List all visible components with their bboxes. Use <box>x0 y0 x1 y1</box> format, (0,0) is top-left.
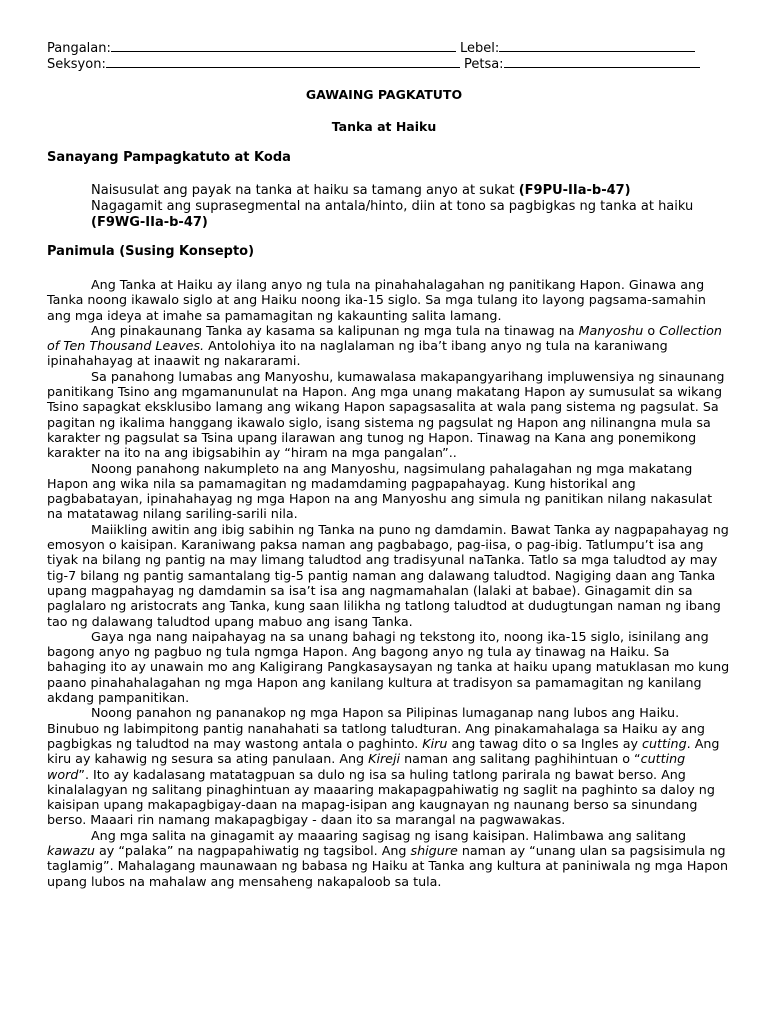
date-field-line[interactable] <box>504 56 700 68</box>
paragraph-3: Sa panahong lumabas ang Manyoshu, kumawalasa makapangyarihang impluwensiya ng sinaunang panitikang Tsino ang mgamanunulat na Hapon. Ang mga unang makatang Hapon ay sumusulat sa wikang Tsino sapagkat eksklusibo lamang ang wikang Hapon sapagsasalita at wala pang sistema ng pagsulat. Sa pagitan ng ikalima hanggang ikawalo siglo, isang sistema ng pagsulat ng Hapon ang nilinangna mula sa karakter ng pagsulat sa Tsina upang ilarawan ang tunog ng Hapon. Tinawag na Kana ang ponemikong karakter na ito na ang ibigsabihin ay “hiram na mga pangalan”.. <box>47 368 725 461</box>
paragraph-7-part: ang tawag dito o sa Ingles ay <box>447 735 643 751</box>
objectives-block <box>91 183 731 231</box>
kiru-term: Kiru <box>422 735 448 751</box>
page-subtitle: Tanka at Haiku <box>331 119 437 134</box>
kireji-term: Kireji <box>368 751 401 767</box>
paragraph-4: Noong panahong nakumpleto na ang Manyoshu, nagsimulang pahalagahan ng mga makatang Hapon ang wika nila sa pamamagitan ng madamdaming pagpapahayag. Kung historikal ang pagbabatayan, ipinahahayag ng mga Hapon na ang Manyoshu ang simula ng panitikan nilang nakasulat na matatawag nilang sariling-sarili nila. <box>47 460 713 522</box>
paragraph-8 <box>47 828 731 889</box>
shigure-term: shigure <box>410 842 458 858</box>
paragraph-2-part: Ang pinakaunang Tanka ay kasama sa kalipunan ng mga tula na tinawag na <box>91 322 579 338</box>
section-heading-objectives: Sanayang Pampagkatuto at Koda <box>47 150 291 165</box>
paragraph-7-part: . Ang kiru ay kahawig ng sesura sa ating panulaan. Ang <box>47 735 720 767</box>
paragraph-2 <box>47 323 731 369</box>
collection-term: Collection of Ten Thousand Leaves. <box>47 322 722 354</box>
name-field-line[interactable] <box>111 40 456 52</box>
paragraph-5: Maiikling awitin ang ibig sabihin ng Tanka na puno ng damdamin. Bawat Tanka ay nagpapahayag ng emosyon o kaisipan. Karaniwang paksa naman ang pagbabago, pag-iisa, o pag-ibig. Tatlumpu’t isa ang tiyak na bilang ng pantig na may limang taludtod ang tradisyunal naTanka. Tatlo sa mga taludtod ay may tig-7 bilang ng pantig samantalang tig-5 pantig naman ang dalawang taludtod. Nagiging daan ang Tanka upang magpahayag ng damdamin sa isa’t isa ang nagmamahalan (lalaki at babae). Ginagamit din sa paglalaro ng aristocrats ang Tanka, kung saan lilikha ng tatlong taludtod at dudugtungan naman ng ibang tao ng dalawang taludtod upang mabuo ang isang Tanka. <box>47 521 729 629</box>
cutting-word-term: cutting word <box>47 751 686 782</box>
paragraph-2-part: Antolohiya ito na naglalaman ng iba’t ibang anyo ng tula na karaniwang ipinahahayag at inaawit ng nakararami. <box>47 338 668 369</box>
level-field-line[interactable] <box>499 40 695 52</box>
page-title: GAWAING PAGKATUTO <box>305 87 463 102</box>
paragraph-7-part: naman ang salitang paghihintuan o “ <box>400 751 641 767</box>
manyoshu-term: Manyoshu <box>578 322 644 338</box>
objective-2-code: (F9WG-IIa-b-47) <box>91 215 208 230</box>
header-row-1 <box>47 40 695 57</box>
paragraph-1: Ang Tanka at Haiku ay ilang anyo ng tula na pinahahalagahan ng panitikang Hapon. Ginawa ang Tanka noong ikawalo siglo at ang Haiku noong ika-15 siglo. Sa mga tulang ito layong pagsama-samahin ang mga ideya at imahe sa pamamagitan ng kakaunting salita lamang. <box>47 277 706 323</box>
objective-1 <box>91 183 731 199</box>
paragraph-8-part: ay “palaka” na nagpapahiwatig ng tagsibol. Ang <box>94 842 411 858</box>
kawazu-term: kawazu <box>47 842 95 858</box>
paragraph-7-part: ”. Ito ay kadalasang matatagpuan sa dulo ng isa sa huling tatlong parirala ng bawat berso. Ang kinalalagyan ng salitang pinaghintuan ay maaaring makapagpahiwatig ng saglit na paghinto sa daloy ng kaisipan upang makapagbigay-daan na mapag-isipan ang kaugnayan ng naunang berso sa sinundang berso. Maaari rin namang makapagbigay - daan ito sa marangal na pagwawakas. <box>47 766 715 828</box>
cutting-term: cutting <box>642 735 687 751</box>
section-field-line[interactable] <box>106 56 460 68</box>
section-heading-introduction: Panimula (Susing Konsepto) <box>47 244 255 259</box>
header-row-2 <box>47 56 700 73</box>
name-label: Pangalan: <box>47 41 111 56</box>
paragraph-7 <box>47 705 731 827</box>
paragraph-8-part: Ang mga salita na ginagamit ay maaaring sagisag ng isang kaisipan. Halimbawa ang salitang <box>91 827 687 843</box>
paragraph-6: Gaya nga nang naipahayag na sa unang bahagi ng tekstong ito, noong ika-15 siglo, isinilang ang bagong anyo ng pagbuo ng tula ngmga Hapon. Ang bagong anyo ng tula ay tinawag na Haiku. Sa bahaging ito ay unawain mo ang Kaligirang Pangkasaysayan ng tanka at haiku upang matuklasan mo kung paano pinahahalagahan ng mga Hapon ang kanilang kultura at tradisyon sa pamamagitan ng kanilang akdang pampanitikan. <box>47 628 730 706</box>
date-label: Petsa: <box>463 57 504 72</box>
objective-1-code: (F9PU-IIa-b-47) <box>518 183 631 198</box>
paragraph-2-part: o <box>643 322 660 338</box>
level-label: Lebel: <box>460 41 500 56</box>
section-label: Seksyon: <box>47 57 106 72</box>
paragraph-7-part: Noong panahon ng pananakop ng mga Hapon sa Pilipinas lumaganap nang lubos ang Haiku. Binubuo ng labimpitong pantig nanahahati sa tatlong taludturan. Ang pinakamahalaga sa Haiku ay ang pagbigkas ng taludtod na may wastong antala o paghinto. <box>47 705 705 751</box>
objective-1-text: Naisusulat ang payak na tanka at haiku sa tamang anyo at sukat <box>91 183 519 198</box>
objective-2-text: Nagagamit ang suprasegmental na antala/hinto, diin at tono sa pagbigkas ng tanka at haiku <box>91 199 694 214</box>
paragraph-8-part: naman ay “unang ulan sa pagsisimula ng taglamig”. Mahalagang maunawaan ng babasa ng Haiku at Tanka ang kultura at paniniwala ng mga Hapon upang lubos na mahalaw ang mensaheng nakapaloob sa tula. <box>47 842 729 889</box>
introduction-body <box>47 277 731 889</box>
